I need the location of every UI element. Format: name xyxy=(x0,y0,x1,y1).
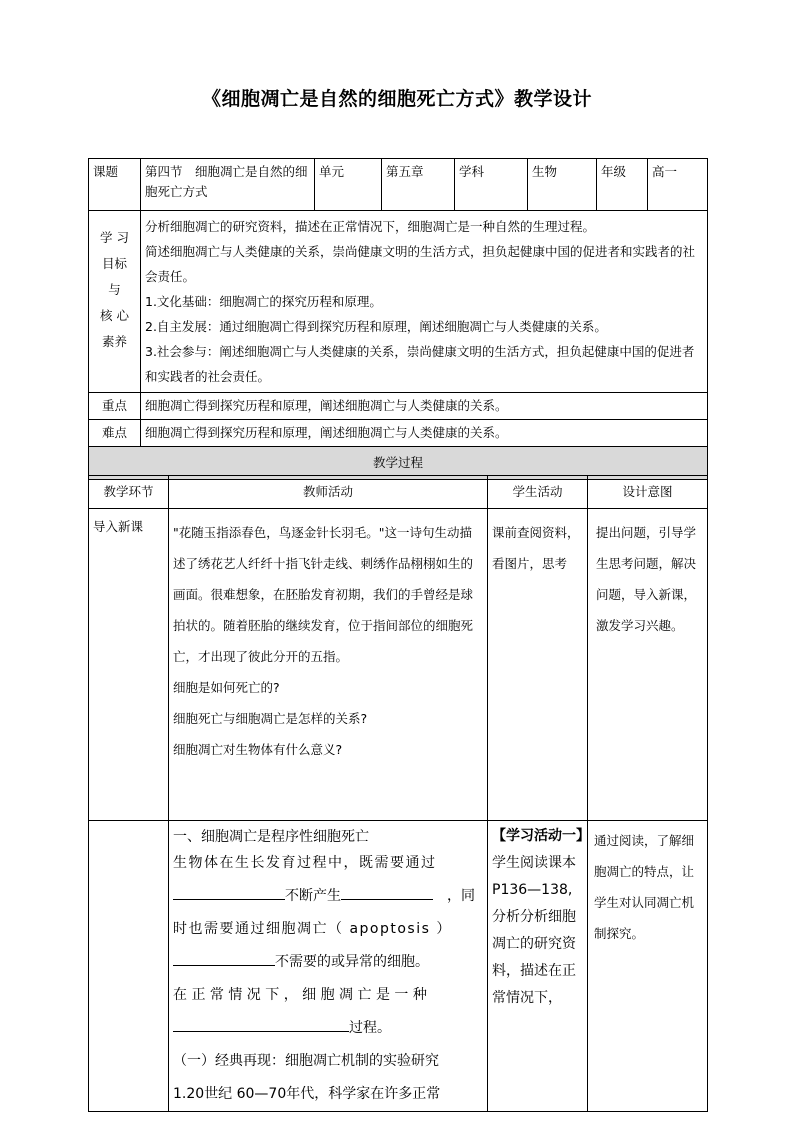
section1-heading: 一、细胞凋亡是程序性细胞死亡 xyxy=(173,829,369,845)
goal-line: 1.文化基础：细胞凋亡的探究历程和原理。 xyxy=(145,294,382,309)
section1-line: 在 正 常 情 况 下 ， 细 胞 凋 亡 是 一 种 xyxy=(173,987,427,1003)
goal-line: 简述细胞凋亡与人类健康的关系，崇尚健康文明的生活方式，担负起健康中国的促进者和实践者的社会责任。 xyxy=(145,244,696,284)
unit-label: 单元 xyxy=(315,159,382,211)
info-row xyxy=(89,159,708,211)
key-point-value: 细胞凋亡得到探究历程和原理，阐述细胞凋亡与人类健康的关系。 xyxy=(141,393,708,420)
section1-subheading: （一）经典再现：细胞凋亡机制的实验研究 xyxy=(173,1053,439,1069)
goals-label-line: 与 xyxy=(108,282,121,297)
intro-row xyxy=(89,509,708,821)
unit-value: 第五章 xyxy=(382,159,455,211)
goals-label-line: 核 心 xyxy=(100,308,129,323)
process-header: 教学过程 xyxy=(89,447,708,480)
section1-intent: 通过阅读，了解细胞凋亡的特点，让学生对认同凋亡机制探究。 xyxy=(588,821,708,1112)
intro-paragraph: "花随玉指添春色，鸟逐金针长羽毛。"这一诗句生动描述了绣花艺人纤纤十指飞针走线、刺绣作品栩栩如生的画面。很难想象，在胚胎发育初期，我们的手曾经是球拍状的。随着胚胎的继续发育，位于指间部位的细胞死亡，才出现了彼此分开的五指。 xyxy=(173,525,474,664)
document-title: 《细胞凋亡是自然的细胞死亡方式》教学设计 xyxy=(201,88,592,110)
goals-label xyxy=(89,211,141,393)
goals-label-line: 目标 xyxy=(101,256,127,271)
section1-line xyxy=(173,883,483,910)
col-student: 学生活动 xyxy=(488,476,588,509)
topic-label: 课题 xyxy=(89,159,141,211)
difficulty-value: 细胞凋亡得到探究历程和原理，阐述细胞凋亡与人类健康的关系。 xyxy=(141,420,708,447)
goal-line: 2.自主发展：通过细胞凋亡得到探究历程和原理，阐述细胞凋亡与人类健康的关系。 xyxy=(145,319,607,334)
fill-blank xyxy=(173,951,275,966)
topic-value: 第四节 细胞凋亡是自然的细胞死亡方式 xyxy=(141,159,315,211)
goals-label-line: 学 习 xyxy=(100,230,129,245)
intro-question: 细胞死亡与细胞凋亡是怎样的关系? xyxy=(173,711,368,726)
section1-row xyxy=(89,821,708,1112)
intro-student: 课前查阅资料，看图片，思考 xyxy=(488,509,588,821)
intro-question: 细胞是如何死亡的? xyxy=(173,680,280,695)
fill-blank xyxy=(341,885,433,900)
fill-blank xyxy=(173,1017,349,1032)
intro-stage: 导入新课 xyxy=(89,509,169,821)
col-teacher: 教师活动 xyxy=(169,476,488,509)
section1-line: 1.20世纪 60—70年代，科学家在许多正常 xyxy=(173,1086,441,1102)
goals-row xyxy=(89,211,708,393)
activity-body: 学生阅读课本P136—138,分析分析细胞凋亡的研究资料，描述在正常情况下， xyxy=(492,855,576,1006)
section1-stage xyxy=(89,821,169,1112)
key-point-row xyxy=(89,393,708,420)
subject-value: 生物 xyxy=(528,159,597,211)
section1-student xyxy=(488,821,588,1112)
subject-label: 学科 xyxy=(455,159,528,211)
difficulty-label: 难点 xyxy=(89,420,141,447)
key-point-label: 重点 xyxy=(89,393,141,420)
goals-label-line: 素养 xyxy=(101,334,127,349)
section1-text: 不需要的或异常的细胞。 xyxy=(275,954,429,970)
section1-text: 不断产生 xyxy=(285,888,341,904)
goal-line: 3.社会参与：阐述细胞凋亡与人类健康的关系，崇尚健康文明的生活方式，担负起健康中国的促进者和实践者的社会责任。 xyxy=(145,344,695,384)
lesson-plan-table xyxy=(88,158,708,480)
fill-blank xyxy=(173,885,285,900)
intro-question: 细胞凋亡对生物体有什么意义? xyxy=(173,742,343,757)
section1-teacher xyxy=(169,821,488,1112)
section1-line xyxy=(173,1015,483,1042)
section1-line: 时也需要通过细胞凋亡（ apoptosis ） xyxy=(173,921,452,937)
process-table xyxy=(88,475,708,1112)
section1-line xyxy=(173,949,483,976)
grade-label: 年级 xyxy=(597,159,648,211)
section1-text: 过程。 xyxy=(349,1020,391,1036)
process-columns-row xyxy=(89,476,708,509)
intro-intent: 提出问题，引导学生思考问题，解决问题，导入新课，激发学习兴趣。 xyxy=(588,509,708,821)
intro-teacher xyxy=(169,509,488,821)
section1-text: ，同 xyxy=(447,888,475,904)
goals-content xyxy=(141,211,708,393)
col-intent: 设计意图 xyxy=(588,476,708,509)
goal-line: 分析细胞凋亡的研究资料，描述在正常情况下，细胞凋亡是一种自然的生理过程。 xyxy=(145,219,596,234)
activity-heading: 【学习活动一】 xyxy=(492,828,590,844)
col-stage: 教学环节 xyxy=(89,476,169,509)
section1-line: 生物体在生长发育过程中，既需要通过 xyxy=(173,855,437,871)
difficulty-row xyxy=(89,420,708,447)
grade-value: 高一 xyxy=(648,159,708,211)
